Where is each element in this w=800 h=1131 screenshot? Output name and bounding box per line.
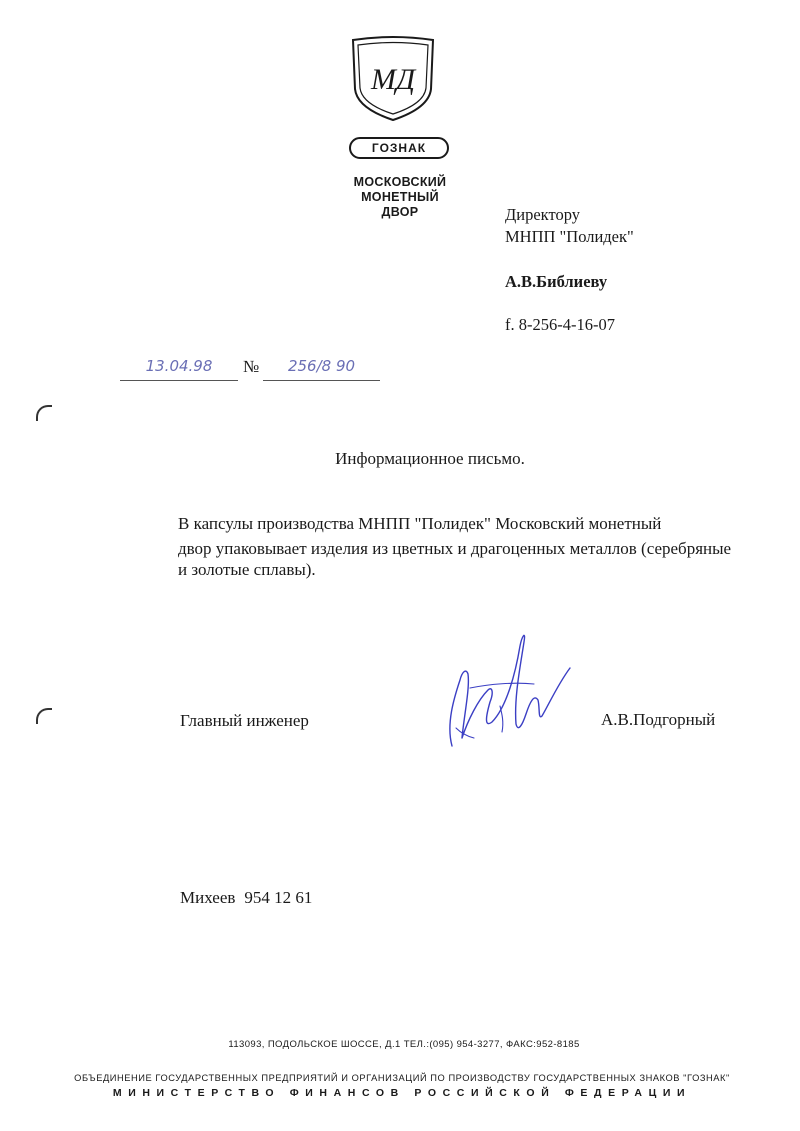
body-paragraph-line: двор упаковывает изделия из цветных и драгоценных металлов (серебряные [178, 539, 732, 558]
handwritten-signature [430, 628, 580, 758]
contact-person: Михеев [180, 888, 236, 907]
footer-ministry: МИНИСТЕРСТВО ФИНАНСОВ РОССИЙСКОЙ ФЕДЕРАЦИИ [112, 1087, 692, 1099]
signatory-position: Главный инженер [180, 711, 309, 730]
goznak-plate: ГОЗНАК [349, 137, 449, 159]
logo-monogram: МД [370, 63, 416, 96]
binder-hole-mark [36, 405, 52, 421]
contact-info [180, 888, 312, 908]
signatory-name: А.В.Подгорный [601, 710, 716, 729]
organization-name-line: МОСКОВСКИЙ [353, 175, 447, 189]
footer-organization: ОБЪЕДИНЕНИЕ ГОСУДАРСТВЕННЫХ ПРЕДПРИЯТИЙ И ОРГАНИЗАЦИЙ ПО ПРОИЗВОДСТВУ ГОСУДАРСТВЕННЫХ ЗНАКОВ "ГОЗНАК" [74, 1073, 730, 1083]
organization-name [325, 175, 475, 220]
reference-date: 13.04.98 [120, 354, 238, 381]
letter-title: Информационное письмо. [335, 449, 525, 468]
addressee-company: МНПП "Полидек" [505, 227, 634, 246]
binder-hole-mark [36, 708, 52, 724]
organization-name-line: МОНЕТНЫЙ [361, 190, 439, 204]
addressee-position: Директору [505, 205, 580, 224]
number-sign: № [243, 357, 260, 376]
reference-line [120, 355, 390, 381]
addressee-name: А.В.Библиеву [505, 272, 608, 291]
reference-number: 256/8 90 [263, 354, 380, 381]
mint-logo-emblem [343, 34, 443, 124]
body-paragraph-line: В капсулы производства МНПП "Полидек" Московский монетный [178, 514, 662, 533]
body-paragraph-line: и золотые сплавы). [178, 560, 316, 579]
footer-address: 113093, ПОДОЛЬСКОЕ ШОССЕ, Д.1 ТЕЛ.:(095) 954-3277, ФАКС:952-8185 [228, 1039, 580, 1050]
addressee-fax: f. 8-256-4-16-07 [505, 315, 615, 334]
organization-name-line: ДВОР [381, 205, 419, 219]
contact-phone: 954 12 61 [244, 888, 313, 907]
